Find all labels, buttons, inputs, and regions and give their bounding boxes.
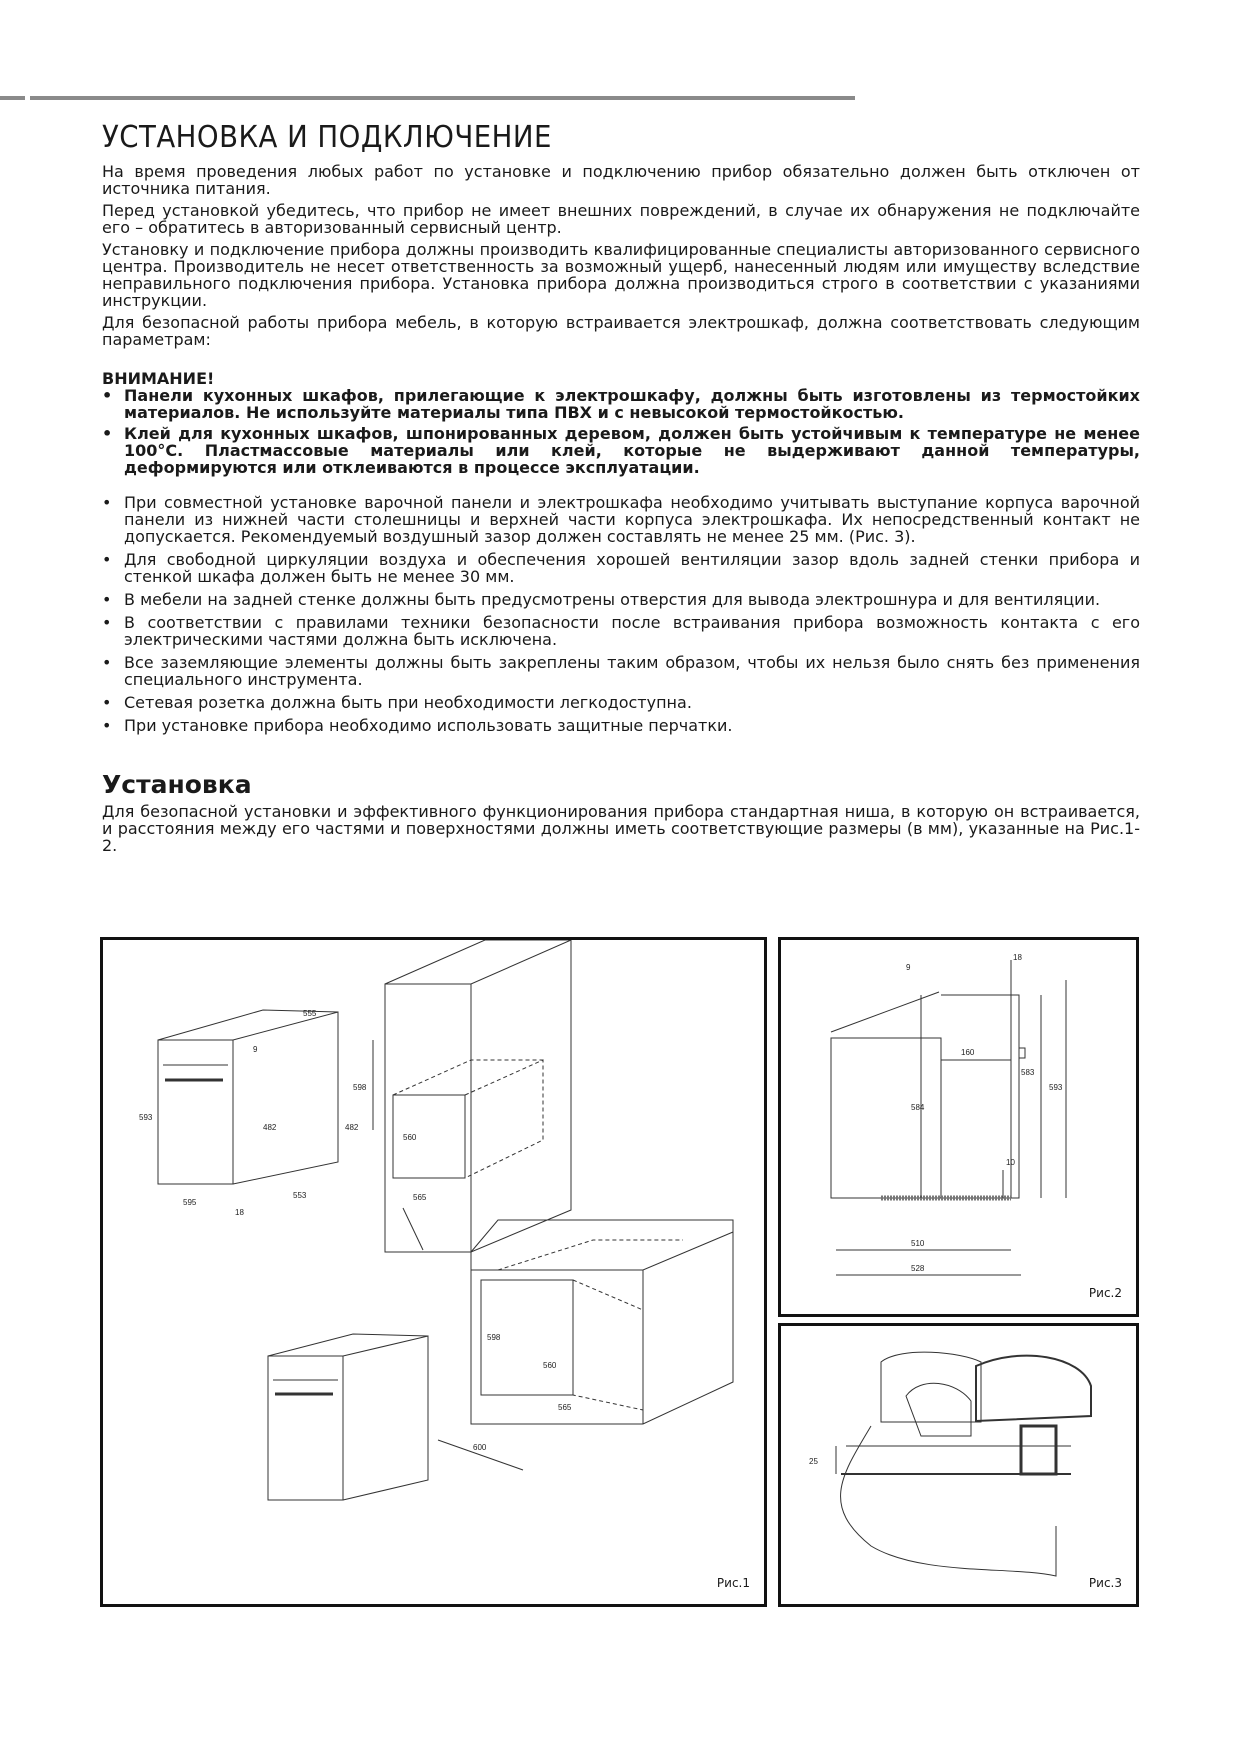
figure-1-dimensions [139,1009,572,1452]
figure-1 [100,937,767,1607]
intro-paragraph: Перед установкой убедитесь, что прибор не имеет внешних повреждений, в случае их обнаружения не подключайте его – обратитесь в авторизованный сервисный центр. [102,201,1140,237]
header-rule-left [0,96,25,100]
warning-item: • Клей для кухонных шкафов, шпонированных деревом, должен быть устойчивым к температуре не менее 100°С. Пластмассовые материалы или клей, которые не выдерживают данной температуры, деформируются или отклеиваются в процессе эксплуатации. [102,425,1140,476]
requirement-item: • В соответствии с правилами техники безопасности после встраивания прибора возможность контакта с его электрическими частями должна быть исключена. [102,614,1140,648]
figure-2 [778,937,1139,1317]
figure-3-drawing [781,1326,1136,1604]
fig1-dim: 565 [413,1193,427,1202]
page-content [102,120,1140,859]
figure-2-drawing [781,940,1136,1314]
fig1-dim: 600 [473,1443,487,1452]
fig1-dim: 553 [293,1191,307,1200]
fig2-dim: 593 [1049,1083,1063,1092]
fig1-dim: 482 [263,1123,277,1132]
requirements-list [102,494,1140,734]
fig2-dim: 510 [911,1239,925,1248]
fig1-dim: 560 [543,1361,557,1370]
warning-block [102,370,1140,476]
requirement-item: • При совместной установке варочной панели и электрошкафа необходимо учитывать выступание корпуса варочной панели из нижней части столешницы и верхней части корпуса электрошкафа. Их непосредственный контакт не допускается. Рекомендуемый воздушный зазор должен составлять не менее 25 мм. (Рис. 3). [102,494,1140,545]
fig2-dim: 160 [961,1048,975,1057]
requirement-item: • Для свободной циркуляции воздуха и обеспечения хорошей вентиляции зазор вдоль задней стенки прибора и стенкой шкафа должен быть не менее 30 мм. [102,551,1140,585]
fig1-dim: 555 [303,1009,317,1018]
installation-title: Установка [102,770,252,799]
fig1-dim: 593 [139,1113,153,1122]
figure-1-label: Рис.1 [716,1576,750,1590]
requirement-item: • Все заземляющие элементы должны быть закреплены таким образом, чтобы их нельзя было снять без применения специального инструмента. [102,654,1140,688]
fig1-dim: 482 [345,1123,359,1132]
fig1-dim: 598 [353,1083,367,1092]
intro-paragraph: Установку и подключение прибора должны производить квалифицированные специалисты авторизованного сервисного центра. Производитель не несет ответственность за возможный ущерб, нанесенный людям или имуществу вследствие неправильного подключения прибора. Установка прибора должна производиться строго в соответствии с указаниями инструкции. [102,240,1140,310]
warning-item: • Панели кухонных шкафов, прилегающие к электрошкафу, должны быть изготовлены из термостойких материалов. Не используйте материалы типа ПВХ и с невысокой термостойкостью. [102,387,1140,421]
fig3-dim: 25 [809,1457,818,1466]
figure-2-label: Рис.2 [1088,1286,1122,1300]
warning-list [102,387,1140,476]
figure-1-drawing [103,940,764,1604]
fig1-dim: 565 [558,1403,572,1412]
intro-paragraph: Для безопасной работы прибора мебель, в которую встраивается электрошкаф, должна соответствовать следующим параметрам: [102,313,1140,349]
requirement-item: • При установке прибора необходимо использовать защитные перчатки. [102,717,1140,734]
requirement-item: • В мебели на задней стенке должны быть предусмотрены отверстия для вывода электрошнура и для вентиляции. [102,591,1140,608]
fig1-dim: 18 [235,1208,244,1217]
intro-paragraph: На время проведения любых работ по установке и подключению прибор обязательно должен быть отключен от источника питания. [102,162,1140,198]
requirement-item: • Сетевая розетка должна быть при необходимости легкодоступна. [102,694,1140,711]
fig1-dim: 9 [253,1045,258,1054]
section-title: УСТАНОВКА И ПОДКЛЮЧЕНИЕ [102,120,552,155]
fig1-dim: 595 [183,1198,197,1207]
fig1-dim: 598 [487,1333,501,1342]
warning-heading: ВНИМАНИЕ! [102,369,215,388]
fig2-dim: 10 [1006,1158,1015,1167]
figure-2-dimensions [906,953,1063,1273]
figure-3-label: Рис.3 [1088,1576,1122,1590]
header-rule [30,96,855,100]
figure-3 [778,1323,1139,1607]
fig2-dim: 528 [911,1264,925,1273]
fig2-dim: 583 [1021,1068,1035,1077]
fig2-dim: 9 [906,963,911,972]
fig2-dim: 18 [1013,953,1022,962]
fig2-dim: 584 [911,1103,925,1112]
installation-paragraph: Для безопасной установки и эффективного функционирования прибора стандартная ниша, в которую он встраивается, и расстояния между его частями и поверхностями должны иметь соответствующие размеры (в мм), указанные на Рис.1-2. [102,802,1140,855]
figure-3-dimensions [809,1457,818,1466]
fig1-dim: 560 [403,1133,417,1142]
